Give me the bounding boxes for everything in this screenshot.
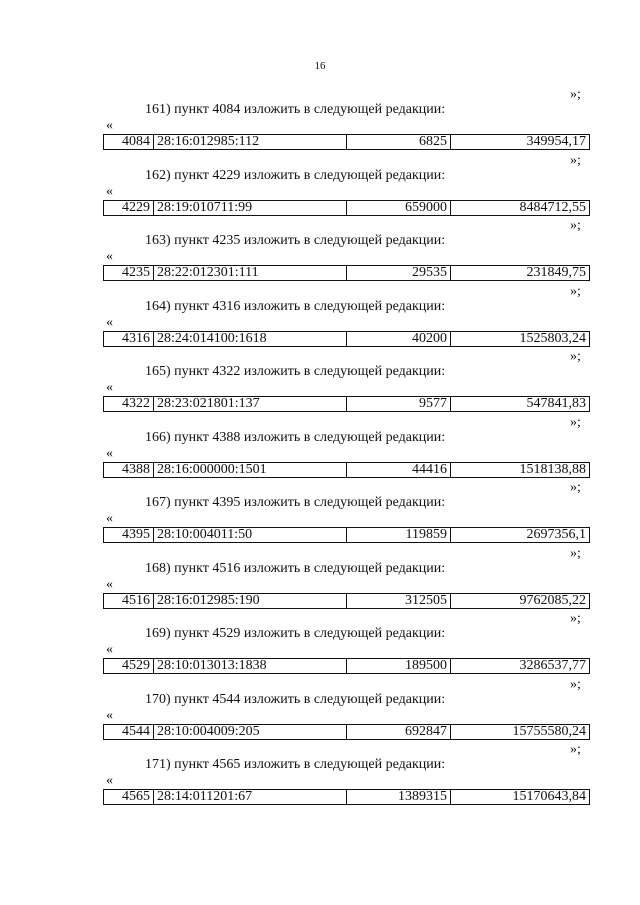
cadastral-number-cell: 28:16:012985:190	[154, 594, 347, 608]
table-row	[103, 527, 590, 543]
area-cell: 692847	[347, 725, 451, 739]
amendment-item	[0, 150, 640, 216]
area-cell: 189500	[347, 659, 451, 673]
area-cell: 9577	[347, 397, 451, 411]
value-cell: 349954,17	[526, 135, 586, 149]
item-number-cell: 4529	[104, 659, 154, 673]
amendment-text: 163) пункт 4235 изложить в следующей редакции:	[145, 233, 446, 248]
opening-quote: «	[106, 445, 113, 461]
closing-quote: »;	[570, 611, 581, 626]
item-number-cell: 4084	[104, 135, 154, 149]
table-row	[103, 200, 590, 216]
opening-quote: «	[106, 249, 113, 264]
opening-quote: «	[106, 642, 113, 657]
amendment-text: 162) пункт 4229 изложить в следующей редакции:	[145, 167, 446, 183]
cadastral-number-cell: 28:16:012985:112	[154, 135, 347, 149]
table-row	[103, 462, 590, 478]
closing-quote: »;	[570, 742, 581, 757]
area-cell: 6825	[347, 135, 451, 149]
value-cell: 1525803,24	[519, 331, 586, 346]
closing-quote: »;	[570, 283, 581, 299]
area-cell: 312505	[347, 594, 451, 608]
value-cell: 1518138,88	[519, 462, 586, 477]
amendments-list	[0, 84, 640, 805]
opening-quote: «	[106, 773, 113, 788]
closing-quote: »;	[570, 87, 581, 102]
amendment-text: 169) пункт 4529 изложить в следующей редакции:	[145, 626, 446, 641]
amendment-text: 164) пункт 4316 изложить в следующей редакции:	[145, 298, 446, 314]
cadastral-number-cell: 28:16:000000:1501	[154, 463, 347, 477]
cadastral-number-cell: 28:10:004009:205	[154, 725, 347, 739]
amendment-item	[0, 608, 640, 674]
cadastral-number-cell: 28:23:021801:137	[154, 397, 347, 411]
item-number-cell: 4316	[104, 332, 154, 346]
amendment-item	[0, 84, 640, 150]
closing-quote: »;	[570, 414, 581, 430]
opening-quote: «	[106, 707, 113, 723]
cadastral-number-cell: 28:24:014100:1618	[154, 332, 347, 346]
cadastral-number-cell: 28:19:010711:99	[154, 201, 347, 215]
amendment-item	[0, 543, 640, 609]
area-cell: 44416	[347, 463, 451, 477]
table-row	[103, 134, 590, 150]
amendment-item	[0, 281, 640, 347]
area-cell: 659000	[347, 201, 451, 215]
closing-quote: »;	[570, 218, 581, 233]
cadastral-number-cell: 28:10:004011:50	[154, 528, 347, 542]
amendment-text: 170) пункт 4544 изложить в следующей редакции:	[145, 691, 446, 707]
cadastral-number-cell: 28:10:013013:1838	[154, 659, 347, 673]
item-number-cell: 4395	[104, 528, 154, 542]
table-row	[103, 593, 590, 609]
table-row	[103, 265, 590, 281]
opening-quote: «	[106, 314, 113, 330]
item-number-cell: 4544	[104, 725, 154, 739]
closing-quote: »;	[570, 349, 581, 364]
amendment-item	[0, 739, 640, 805]
table-row	[103, 724, 590, 740]
item-number-cell: 4516	[104, 594, 154, 608]
amendment-item	[0, 477, 640, 543]
closing-quote: »;	[570, 545, 581, 561]
cadastral-number-cell: 28:22:012301:111	[154, 266, 347, 280]
closing-quote: »;	[570, 676, 581, 692]
item-number-cell: 4322	[104, 397, 154, 411]
page-number: 16	[314, 60, 326, 72]
opening-quote: «	[106, 576, 113, 592]
area-cell: 1389315	[347, 790, 451, 804]
cadastral-number-cell: 28:14:011201:67	[154, 790, 347, 804]
opening-quote: «	[106, 183, 113, 199]
amendment-text: 165) пункт 4322 изложить в следующей редакции:	[145, 364, 446, 379]
area-cell: 40200	[347, 332, 451, 346]
amendment-text: 161) пункт 4084 изложить в следующей редакции:	[145, 102, 446, 117]
amendment-text: 168) пункт 4516 изложить в следующей редакции:	[145, 560, 446, 576]
table-row	[103, 658, 590, 674]
item-number-cell: 4229	[104, 201, 154, 215]
closing-quote: »;	[570, 152, 581, 168]
amendment-item	[0, 215, 640, 281]
value-cell: 8484712,55	[519, 200, 586, 215]
value-cell: 9762085,22	[519, 593, 586, 608]
value-cell: 15170643,84	[512, 790, 586, 804]
value-cell: 15755580,24	[512, 724, 586, 739]
table-row	[103, 396, 590, 412]
area-cell: 119859	[347, 528, 451, 542]
item-number-cell: 4388	[104, 463, 154, 477]
area-cell: 29535	[347, 266, 451, 280]
amendment-item	[0, 346, 640, 412]
value-cell: 2697356,1	[526, 528, 586, 542]
amendment-text: 171) пункт 4565 изложить в следующей редакции:	[145, 757, 446, 772]
amendment-item	[0, 674, 640, 740]
value-cell: 231849,75	[526, 266, 586, 280]
table-row	[103, 331, 590, 347]
value-cell: 547841,83	[526, 397, 586, 411]
amendment-text: 166) пункт 4388 изложить в следующей редакции:	[145, 429, 446, 445]
opening-quote: «	[106, 380, 113, 395]
opening-quote: «	[106, 511, 113, 526]
item-number-cell: 4565	[104, 790, 154, 804]
amendment-text: 167) пункт 4395 изложить в следующей редакции:	[145, 495, 446, 510]
amendment-item	[0, 412, 640, 478]
opening-quote: «	[106, 118, 113, 133]
closing-quote: »;	[570, 480, 581, 495]
value-cell: 3286537,77	[519, 659, 586, 673]
table-row	[103, 789, 590, 805]
item-number-cell: 4235	[104, 266, 154, 280]
